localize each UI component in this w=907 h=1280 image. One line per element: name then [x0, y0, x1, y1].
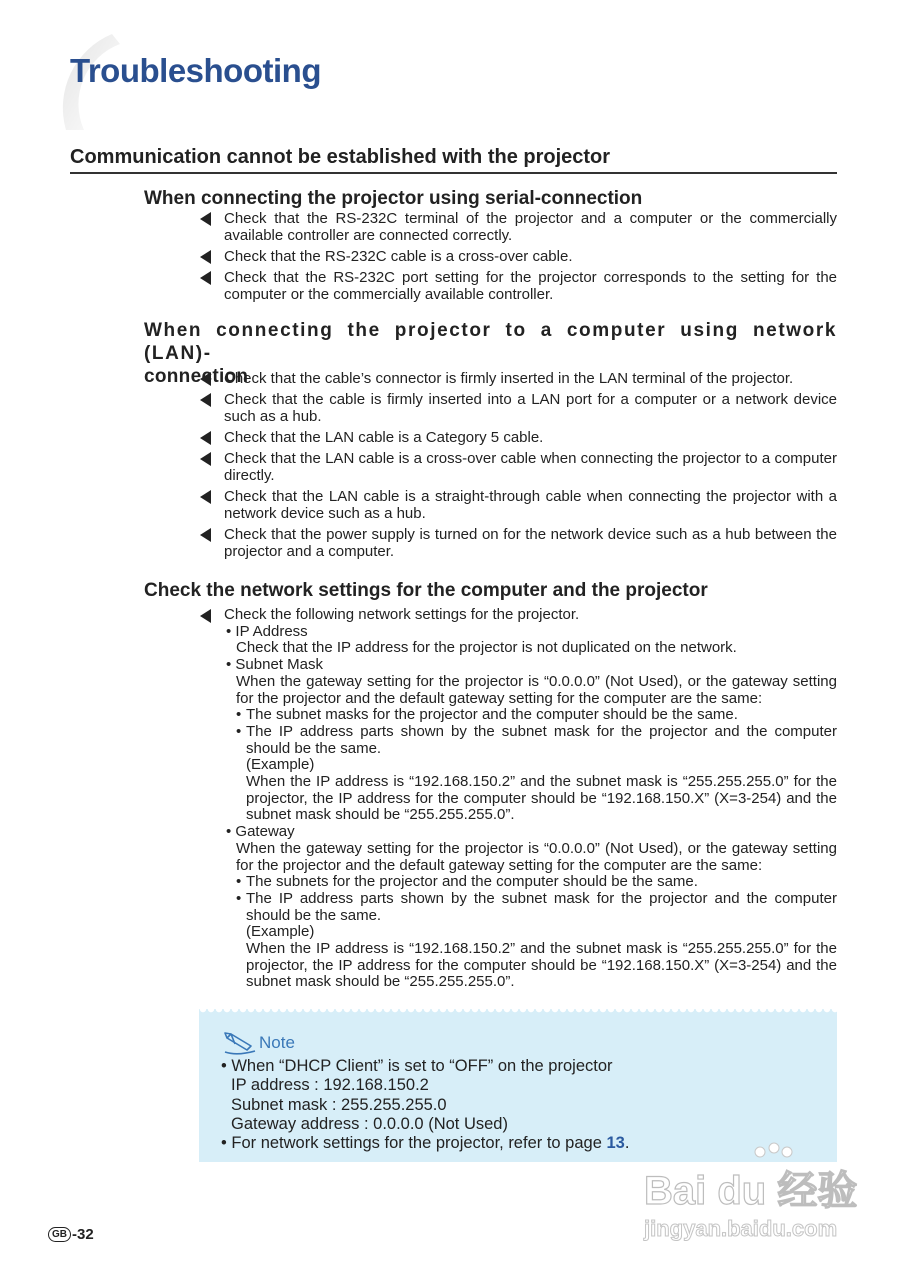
serial-heading: When connecting the projector using serial-connection	[144, 188, 643, 209]
region-badge: GB	[48, 1227, 71, 1242]
triangle-bullet-icon	[200, 528, 211, 542]
network-settings-block: Check the following network settings for the projector. • IP Address Check that the IP address for the projector is not duplicated on the network. • Subnet Mask When the gateway setting for the projector is “0.0.0.0” (Not Used), or the gateway setting for the projector and the default gateway setting for the computer are the same: • The subnet masks for the projector and the computer should be the same. • The IP address parts shown by the subnet mask for the projector and the computer should be the same. (Example) When the IP address is “192.168.150.2” and the subnet mask is “255.255.255.0” for the projector, the IP address for the computer should be “192.168.150.X” (X=3-254) and the subnet mask should be “255.255.255.0”. • Gateway When the gateway setting for the projector is “0.0.0.0” (Not Used), or the gateway setting for the projector and the default gateway setting for the computer are the same: • The subnets for the projector and the computer should be the same. • The IP address parts shown by the subnet mask for the projector and the computer should be the same. (Example) When the IP address is “192.168.150.2” and the subnet mask is “255.255.255.0” for the projector, the IP address for the computer should be “192.168.150.X” (X=3-254) and the subnet mask should be “255.255.255.0”.	[224, 606, 837, 991]
note-header	[223, 1030, 295, 1056]
list-item	[198, 607, 837, 991]
triangle-bullet-icon	[200, 250, 211, 264]
list-item: Check that the cable is firmly inserted into a LAN port for a computer or a network device such as a hub.	[198, 391, 837, 425]
page-number: GB -32	[48, 1226, 94, 1243]
triangle-bullet-icon	[200, 372, 211, 386]
watermark-url: jingyan.baidu.com	[644, 1216, 838, 1241]
note-label: Note	[259, 1033, 295, 1052]
page-13-link[interactable]: 13	[606, 1134, 625, 1153]
list-item: Check that the LAN cable is a straight-through cable when connecting the projector with a network device such as a hub.	[198, 488, 837, 522]
watermark-brand: Bai du 经验	[644, 1169, 858, 1213]
triangle-bullet-icon	[200, 271, 211, 285]
list-item: Check that the power supply is turned on for the network device such as a hub between the projector and a computer.	[198, 526, 837, 560]
pencil-note-icon	[223, 1030, 257, 1056]
triangle-bullet-icon	[200, 490, 211, 504]
list-item: Check that the RS-232C port setting for the projector corresponds to the setting for the computer or the commercially available controller.	[198, 269, 837, 303]
triangle-bullet-icon	[200, 212, 211, 226]
serial-checklist	[198, 210, 837, 307]
list-item: Check that the cable’s connector is firmly inserted in the LAN terminal of the projector.	[198, 370, 837, 387]
note-body: • When “DHCP Client” is set to “OFF” on the projector IP address : 192.168.150.2 Subnet mask : 255.255.255.0 Gateway address : 0.0.0.0 (Not Used) • For network settings for the projector, refer to page 13.	[221, 1057, 630, 1153]
lan-heading: When connecting the projector to a computer using network (LAN)- connection	[144, 320, 837, 387]
list-item: Check that the LAN cable is a cross-over cable when connecting the projector to a computer directly.	[198, 450, 837, 484]
list-item: Check that the RS-232C terminal of the projector and a computer or the commercially available controller are connected correctly.	[198, 210, 837, 244]
list-item: Check that the RS-232C cable is a cross-over cable.	[198, 248, 837, 265]
list-item: Check that the LAN cable is a Category 5 cable.	[198, 429, 837, 446]
triangle-bullet-icon	[200, 431, 211, 445]
triangle-bullet-icon	[200, 609, 211, 623]
lan-checklist	[198, 370, 837, 564]
network-settings-checklist	[198, 607, 837, 995]
baidu-watermark	[640, 1142, 860, 1247]
gateway-setting: • Gateway When the gateway setting for the projector is “0.0.0.0” (Not Used), or the gateway setting for the projector and the default gateway setting for the computer are the same: • The subnets for the projector and the computer should be the same. • The IP address parts shown by the subnet mask for the projector and the computer should be the same. (Example) When the IP address is “192.168.150.2” and the subnet mask is “255.255.255.0” for the projector, the IP address for the computer should be “192.168.150.X” (X=3-254) and the subnet mask should be “255.255.255.0”.	[226, 823, 837, 991]
subnet-mask-setting: • Subnet Mask When the gateway setting for the projector is “0.0.0.0” (Not Used), or the gateway setting for the projector and the default gateway setting for the computer are the same: • The subnet masks for the projector and the computer should be the same. • The IP address parts shown by the subnet mask for the projector and the computer should be the same. (Example) When the IP address is “192.168.150.2” and the subnet mask is “255.255.255.0” for the projector, the IP address for the computer should be “192.168.150.X” (X=3-254) and the subnet mask should be “255.255.255.0”.	[226, 656, 837, 824]
triangle-bullet-icon	[200, 393, 211, 407]
section-title: Communication cannot be established with the projector	[70, 146, 837, 174]
note-scalloped-edge	[199, 1009, 837, 1015]
page-title: Troubleshooting	[70, 52, 321, 89]
triangle-bullet-icon	[200, 452, 211, 466]
note-box	[199, 1009, 837, 1162]
ip-address-setting: • IP Address Check that the IP address for the projector is not duplicated on the network.	[226, 622, 737, 657]
network-settings-heading: Check the network settings for the computer and the projector	[144, 580, 708, 601]
